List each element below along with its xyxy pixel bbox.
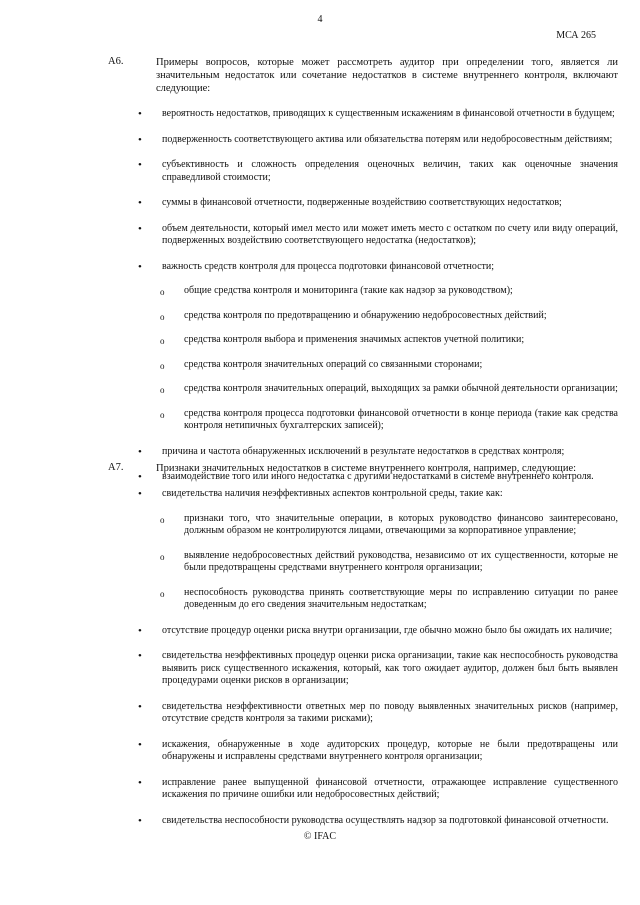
bullet-icon: • [138,159,142,171]
list-item: • важность средств контроля для процесса подготовки финансовой отчетности; o общие средства контроля и мониторинга (такие как надзор за руководством); o средства контроля по предотвращению и обнаружению недобросовестных действий; o средства контроля выбора и применения значимых аспектов учетной политики; o средства контроля значительных операций со связанными сторонами; o средства контроля значительных операций, выходящих за рамки обычной деятельности организации; o средства контроля процесса подготовки финансовой отчетности в конце периода (такие как средства контроля нетипичных бухгалтерских записей); [118,261,618,433]
sub-bullet-list [118,513,618,612]
circle-bullet-icon: o [160,551,165,562]
document-code: МСА 265 [556,30,596,41]
copyright-footer: © IFAC [303,831,337,842]
bullet-icon: • [138,260,142,273]
page-number: 4 [317,14,323,25]
paragraph-label: A6. [108,56,124,67]
bullet-icon: • [138,814,142,827]
list-item: • суммы в финансовой отчетности, подверженные воздействию соответствующих недостатков; [138,197,562,209]
bullet-icon: • [138,624,142,637]
circle-bullet-icon: o [160,336,165,346]
sub-list-item: o средства контроля по предотвращению и обнаружению недобросовестных действий; [160,309,547,322]
list-item: • объем деятельности, который имел место или может иметь место с остатком по счету или виду операций, подверженных воздействию соответствующего недостатка (недостатков); [138,222,618,246]
paragraph-intro: Признаки значительных недостатков в системе внутреннего контроля, например, следующие: [156,463,577,474]
list-item: • свидетельства неэффективных процедур оценки риска организации, такие как неспособность руководства выявить риск существенного искажения, который, как того ожидает аудитор, должен был быть выявлен процедурами оценки рисков в организации; [138,650,618,686]
sub-list-item: o средства контроля значительных операций со связанными сторонами; [160,358,483,371]
list-item: • взаимодействие того или иного недостатка с другими недостатками в системе внутреннего контроля. [138,471,594,483]
bullet-list [118,108,618,484]
sub-list-item: o выявление недобросовестных действий руководства, независимо от их существенности, которые не были предотвращены средствами внутреннего контроля организации; [160,549,618,573]
bullet-icon: • [138,471,142,483]
bullet-icon: • [138,700,142,713]
bullet-icon: • [138,133,142,146]
sub-list-item: o неспособность руководства принять соответствующие меры по исправлению ситуации по ранее доведенным до его сведения значительным недостаткам; [160,586,618,610]
circle-bullet-icon: o [160,385,165,395]
circle-bullet-icon: o [160,409,165,420]
list-item: • свидетельства неспособности руководства осуществлять надзор за подготовкой финансовой отчетности. [138,814,609,827]
sub-list-item: o общие средства контроля и мониторинга (такие как надзор за руководством); [160,285,513,297]
bullet-icon: • [138,488,142,500]
sub-list-item: o средства контроля процесса подготовки финансовой отчетности в конце периода (такие как средства контроля нетипичных бухгалтерских записей); [160,407,618,431]
bullet-icon: • [138,776,142,789]
list-item: • подверженность соответствующего актива или обязательства потерям или недобросовестным действиям; [138,133,613,146]
sub-bullet-list [118,285,618,433]
bullet-icon: • [138,738,142,751]
list-item: • искажения, обнаруженные в ходе аудиторских процедур, которые не были предотвращены или обнаружены и исправлены средствами внутреннего контроля организации; [138,738,618,762]
list-item: • свидетельства неэффективности ответных мер по поводу выявленных значительных рисков (например, отсутствие средств контроля за такими рисками); [138,700,618,724]
paragraph-a7 [108,462,618,827]
circle-bullet-icon: o [160,514,165,525]
list-item: • вероятность недостатков, приводящих к существенным искажениям в финансовой отчетности в будущем; [138,108,615,120]
bullet-list [118,488,618,827]
bullet-icon: • [138,108,142,120]
circle-bullet-icon: o [160,287,165,297]
paragraph-label: A7. [108,462,124,473]
bullet-icon: • [138,650,142,662]
sub-list-item: o средства контроля значительных операций, выходящих за рамки обычной деятельности организации; [160,383,618,395]
bullet-icon: • [138,222,142,235]
paragraph-intro: Примеры вопросов, которые может рассмотреть аудитор при определении того, является ли значительным недостаток или сочетание недостатков в системе внутреннего контроля, включают следующие: [156,57,618,94]
sub-list-item: o средства контроля выбора и применения значимых аспектов учетной политики; [160,334,525,346]
bullet-icon: • [138,445,142,458]
circle-bullet-icon: o [160,360,165,371]
list-item: • отсутствие процедур оценки риска внутри организации, где обычно можно было бы ожидать их наличие; [138,624,613,637]
list-item: • причина и частота обнаруженных исключений в результате недостатков в средствах контроля; [138,445,565,458]
list-item: • свидетельства наличия неэффективных аспектов контрольной среды, такие как: o признаки того, что значительные операции, в которых руководство финансово заинтересовано, должным образом не контролируются лицами, отвечающими за корпоративное управление; o выявление недобросовестных действий руководства, независимо от их существенности, которые не были предотвращены средствами внутреннего контроля организации; o неспособность руководства принять соответствующие меры по исправлению ситуации по ранее доведенным до его сведения значительным недостаткам; [118,488,618,612]
list-item: • субъективность и сложность определения оценочных величин, таких как оценочные значения справедливой стоимости; [138,159,618,183]
sub-list-item: o признаки того, что значительные операции, в которых руководство финансово заинтересовано, должным образом не контролируются лицами, отвечающими за корпоративное управление; [160,512,618,536]
bullet-icon: • [138,197,142,209]
circle-bullet-icon: o [160,588,165,599]
list-item: • исправление ранее выпущенной финансовой отчетности, отражающее исправление существенного искажения по причине ошибки или недобросовестных действий; [138,776,618,800]
circle-bullet-icon: o [160,311,165,322]
